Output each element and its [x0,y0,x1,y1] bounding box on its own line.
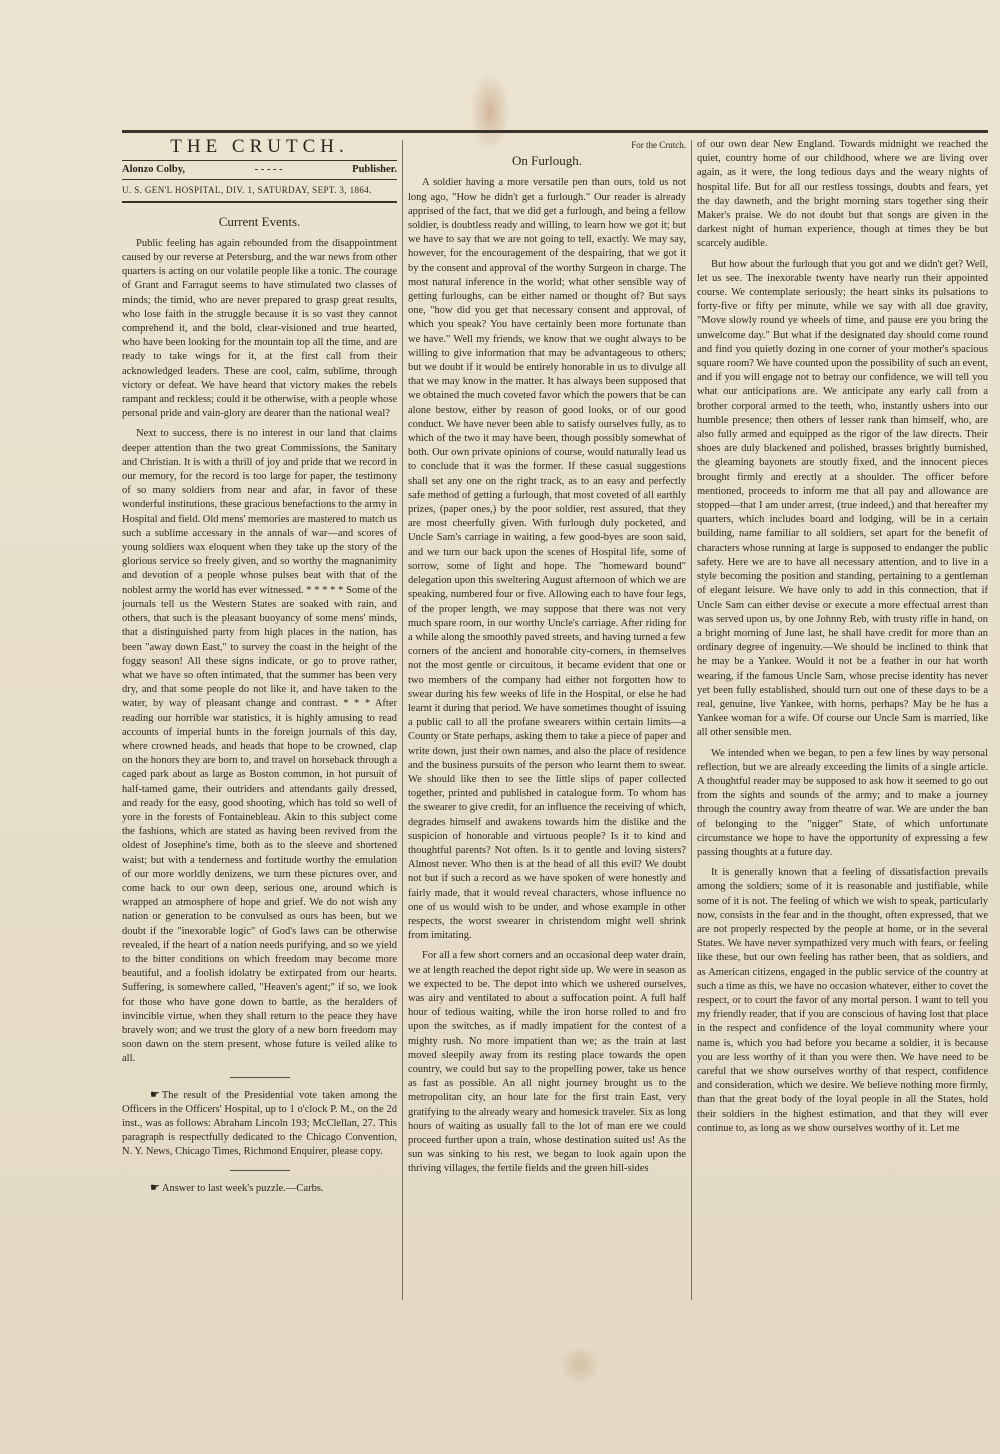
on-furlough-heading: On Furlough. [511,153,583,169]
publisher-label: Publisher. [352,164,397,176]
continuation-paragraph: But how about the furlough that you got and we didn't get? Well, let us see. The inexorable twenty have nearly run their appointed course. We contemplate seriously; the heart sinks its pulsations to forty-five or fifty per minute, while we say with all due gravity, "Move slowly round ye wheels of time, and pause ere you bring the unwelcome day." But what if the designated day should come round and find you quietly dozing in one corner of your mother's spacious square room? We have counted upon the possibility of such an event, and if you will engage not to betray our confidence, we will tell you what our anticipations are. We anticipate any early call from a brother corporal armed to the teeth, who, instantly ushers into our humble presence; then others of lesser rank than himself, who, are also fully armed and equipped as the rigor of the law directs. Their shoes are duly blackened and polished, brasses brightly burnished, the gleaming bayonets are stoutly fixed, and the innocent pieces brought firmly and erectly at a shoulder. The officer before mentioned, proceeds to inform me that all pay and allowance are stopped—that I am under arrest, (true indeed,) and that hereafter my quarters, which includes board and lodging, will be in a certain building, name familiar to all soldiers, set apart for the benefit of characters whose running at large is supposed to endanger the public safety. Here we are to have all necessary attention, and to live in a style becoming the position and standing, pertaining to a gentleman of elegant leisure. We have only to add in this connection, that if Uncle Sam can either devise or execute a more effectual arrest than was served upon us, by one Johnny Reb, with trusty rifle in hand, on a bright morning of June last, he shall have credit for more than an ordinary degree of ingenuity.—We should be inclined to think that he may be a Yankee. Would it not be a feather in our hat worth wearing, if the famous Uncle Sam, whose precise identity has never yet been fully established, should turn out one of these days to be a real, genuine, live Yankee, with horns, perhaps? May be he has a Yankee woman for a wife. Of course our Uncle Sam is married, like all other sensible men. [697,258,988,739]
top-rule [122,130,988,133]
continuation-paragraph: It is generally known that a feeling of dissatisfaction prevails among the soldiers; some of it is reasonable and justifiable, while some of it is not. The feeling of which we wish to speak, particularly now, consists in the fear and in the thought, often expressed, that we are not properly respected by the people at home, or in the several States. We have never sympathized very much with fears, or feeling like these, but our own feeling has rather been, that as soldiers, and as American citizens, engaged in the public service of the country at such a time as this, we have no occasion whatever, either to covet the respect, or to court the favor of any mortal person. I want to tell you my friendly reader, that if you are conscious of having lost that place in the respect and confidence of the loyal community where your name is, which you had before you became a soldier, it is because you are less worthy of it than you were then. We have need to be careful that we show ourselves worthy of that respect, confidence and consideration, which we desire. We believe nothing more firmly, than that the great body of the loyal people in all the States, hold their soldiers in the highest estimation, and that they will ever continue to, as long as we show ourselves worthy of it. Let me [697,867,988,1134]
dateline: U. S. GEN'L HOSPITAL, DIV. 1, SATURDAY, SEPT. 3, 1864. [122,180,397,202]
masthead-title: THE CRUTCH. [170,138,349,157]
column-divider-2 [691,140,692,1300]
pointing-hand-icon: ☛ [150,1181,160,1194]
section-divider [230,1077,290,1078]
column-3 [697,138,988,1298]
current-events-paragraph: Next to success, there is no interest in our land that claims deeper attention than the two great Commissions, the Sanitary and Christian. It is with a thrill of joy and pride that we record in our memory, for the record is too large for paper, the testimony of so many soldiers from near and afar, in favor of these wonderful institutions, these gracious benefactions to the army in Hospital and field. Old mens' memories are mastered to match us such a sublime accessary in the annals of war—and scores of young soldiers wax eloquent when they take up the story of the glorious service so freely given, and so worthy the magnanimity and devotion of a people whose pulses beat with that of the noblest army the world has ever witnessed. * * * * * Some of the journals tell us the Western States are soaked with rain, and others, that such is the pleasant buoyancy of some mens' minds, that a distinguished party from high places in the nation, has been "away down East," to survey the coast in the height of the foggy season! All these signs indicate, or go to prove rather, what we have so often intimated, that the summer has been very dry, and that some people do not like it, and have taken to the water, by way of pleasant change and contrast. * * * After reading our horrible war statistics, it is highly amusing to read accounts of imperial hunts in the foreign journals of this day, where crowned heads, and heads that hope to be crowned, clap on the honors they are born to, and travel on horseback through a caged park about as large as Boston common, in hot pursuit of half-tamed game, their outriders and attendants gaily dressed, and ready for the easy, good shooting, which has told so well of yore in the forests of Fontainebleau. Akin to this subject come the fashions, which are stated as having been revived from the oldest of Josephine's time, both as to the sleeve and shortened waist; but with a tenderness and fortitude worthy the emulation of our more worldly denizens, we turn these pictures over, and come back to our own deep, serious one, around which is wrapped an atmosphere of hope and grief. We do not wish any nation or generation to be convulsed as ours has been, but we doubt if the "inexorable logic" of God's laws can be otherwise revealed, if the heart of a nation needs purifying, and so we yield to the bitter conditions on which freedom may become more beautiful, and a foolish idolatry be extirpated from our hearts. Suffering, is somewhere called, "Heaven's agent;" if so, we look for those who have gone down to battle, as the heralders of invincible virtue, when they shall return to the peace they have bravely won; and we trust the glory of a new born freedom may soon dawn on the stern present, whose future is veiled alike to all. [122,428,397,1065]
column-1 [122,138,397,1298]
current-events-heading: Current Events. [218,213,301,229]
on-furlough-paragraph: For all a few short corners and an occasional deep water drain, we at length reached the depot right side up. We were in season as we expected to be. The depot into which we ushered ourselves, was airy and ventilated to about a suffocation point. A full half hour of tedious waiting, while the iron horse rolled to and fro upon the switches, as if madly impatient for the contest of a mighty rush. No more impatient than we; as the train at last moved sleepily away from its resting place towards the open country, we could but say to the propelling power, take us hence as fast as possible. An all night journey brought us to the metropolitan city, an hour late for the first train East, very gratifying to the already weary and homesick traveler. Six as long hours of waiting as usually fall to the lot of man ere we could proceed further upon a train, whose destination suited us! As the sun was sinking to his rest, we began to look again upon the thriving villages, the fertile fields and the green hill-sides [408,950,686,1175]
current-events-paragraph: Public feeling has again rebounded from the disappointment caused by our reverse at Petersburg, and the war news from other quarters is acting on our volatile people like a tonic. The courage of Grant and Farragut seems to have stimulated two classes of minds; the timid, who are never prepared to grasp great results, who lose faith in the struggle because it is so vast they cannot comprehend it, and the bold, clear-visioned and true hearted, who have been looking for the mountain top all the time, and are ready to take wings for it, at the first call from their acknowledged leaders. These are cool, calm, sublime, through victory or defeat. We have heard that victory makes the rebels rampant and reckless; could it be otherwise, with a people whose personal pride and vain-glory are dearer than the national weal? [122,237,397,420]
continuation-paragraph: We intended when we began, to pen a few lines by way personal reflection, but we are already exceeding the limits of a single article. A thoughtful reader may be supposed to ask how it seemed to go out from the sights and sounds of the army; and to make a journey through the country away from theatre of war. We are under the ban of belonging to the "nigger" State, of which unfortunate circumstance we hope to have the opportunity of expressing a few passing thoughts at a future day. [697,747,988,858]
vote-notice-text: The result of the Presidential vote taken among the Officers in the Officers' Hospital, up to 1 o'clock P. M., on the 2d inst., was as follows: Abraham Lincoln 193; McClellan, 27. This paragraph is respectfully dedicated to the Chicago Convention, N. Y. News, Chicago Times, Richmond Enquirer, please copy. [122,1089,397,1158]
paper-stain-lower [560,1345,600,1385]
on-furlough-paragraph: A soldier having a more versatile pen than ours, told us not long ago, "How he didn't get a furlough." Our reader is already apprised of the fact, that we did get a furlough, and being a fellow soldier, is doubtless ready and willing, to learn how we got it; but we have to say that we are not going to tell, exactly. We may say, however, for the encouragement of the despairing, that we got it by the consent and approval of the worthy Surgeon in charge. The most natural inference in the world; what other sensible way of getting furloughs, can be either named or thought of? But says one, "how did you get that necessary consent and approval, of which you speak? You have certainly been more fortunate than we have." Well my friends, we know that we ought always to be willing to give information that may be advantageous to others; but we doubt if it would be entirely honorable in us to divulge all that we may know in the matter. It has always been supposed that we obtained the much coveted favor which the powers that be can alone bestow, either by reason of good looks, or of our good conduct. We have never been able to satisfy ourselves fully, as to which of the two it may have been, though possibly somewhat of both. Our own private opinions of course, would naturally lead us to conclude that it was the former. If these casual suggestions shall set any one on the right track, as to an easy and perfectly safe method of getting a furlough, that most coveted of all earthly prizes, (paper ones,) by the poor soldier, rest assured, that they are most cheerfully given. With furlough duly pocketed, and Uncle Sam's carriage in waiting, a few good-byes are soon said, and we turn our back upon the scenes of Hospital life, some of sorrow, some of light and hope. The "homeward bound" delegation upon this sweltering August afternoon of which we are speaking, numbered four or five. Allowing each to have four legs, of the proper length, we may suppose that there was not very much spare room, in our worthy Uncle's carriage. After riding for a while along the smoothly paved streets, and having turned a few corners of the ancient and honorable city-corners, in themselves not the most gentle or circuitous, it became evident that one or two members of the company had either not forgotten how to swear during his few weeks of life in the Hospital, or else he had learnt it during that period. We have sometimes thought of issuing a public call to all the profane swearers within certain limits—a County or State perhaps, asking them to take a piece of paper and write down, just their own names, and also the place of residence and the business pursuits of the person who learnt them to swear. We should like then to see the little slips of paper collected together, printed and published in catalogue form. To whom has the swearer to give credit, for an influence the receiving of which, degrades himself and awakens towards him the dislike and the suspicion of honorable and virtuous people? Is it to kind and thoughtful parents? Not often. Is it to gentle and loving sisters? Almost never. Who then is at the head of all this evil? We doubt not but if such a record as we have spoken of were honestly and fairly made, that it would reveal characters, whose influence no one of us would wish to be under, and whose example in other respects, the worst swearer in christendom might well shrink from imitating. [408,177,686,942]
pointing-hand-icon: ☛ [150,1088,160,1101]
vote-notice [122,1088,397,1160]
column-2 [408,138,686,1298]
puzzle-notice [122,1181,397,1196]
column-divider-1 [402,140,403,1300]
continuation-paragraph: of our own dear New England. Towards midnight we reached the quiet, country home of our childhood, where we are living over again, as it were, the long tedious days and the weary nights of hospital life. But for all our restless tossings, doubts and fears, yet the day dawneth, and the bright morning stars together sing their Maker's praise. We do not doubt but that songs are given in the darkest night of human experience, though at times they be but scarcely audible. [697,139,988,250]
article-credit: For the Crutch. [631,140,686,150]
publisher-dashes: - - - - - [254,164,283,176]
publisher-line [122,160,397,180]
publisher-name: Alonzo Colby, [122,164,186,176]
section-divider [230,1170,290,1171]
puzzle-notice-text: Answer to last week's puzzle.—Carbs. [161,1182,324,1194]
